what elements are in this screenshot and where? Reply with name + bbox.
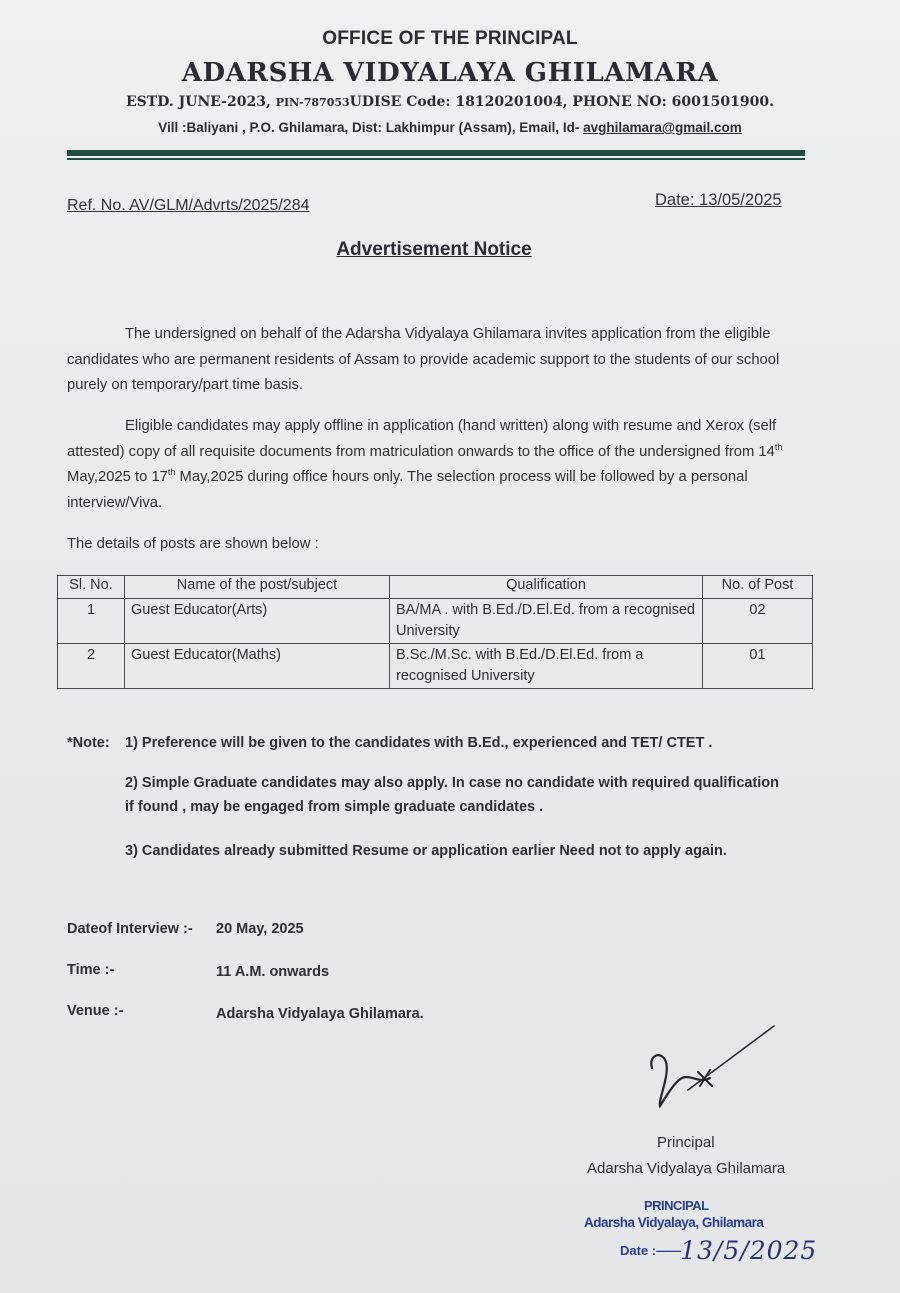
table-row — [58, 644, 813, 689]
para2-part-b: May,2025 to 17 — [67, 469, 168, 485]
stamp-date: Date :——13/5/2025 — [620, 1236, 818, 1265]
para2-part-a: Eligible candidates may apply offline in application (hand written) along with resume and Xerox (self attested) copy of all requisite documents from matriculation onwards to the office of the undersigned from 14 — [67, 418, 777, 460]
address-text: Vill :Baliyani , P.O. Ghilamara, Dist: Lakhimpur (Assam), Email, Id- — [158, 120, 584, 135]
stamp-title: PRINCIPAL — [644, 1198, 709, 1213]
notice-date: Date: 13/05/2025 — [655, 191, 782, 209]
row-sl: 1 — [58, 599, 125, 644]
interview-date-label: Dateof Interview :- — [67, 921, 193, 937]
details-intro: The details of posts are shown below : — [67, 536, 319, 552]
intro-paragraph: The undersigned on behalf of the Adarsha Vidyalaya Ghilamara invites application from the eligible candidates who are permanent residents of Assam to provide academic support to the students of our school purely on temporary/part time basis. — [67, 326, 780, 393]
office-heading: OFFICE OF THE PRINCIPAL — [322, 28, 578, 49]
interview-time-value: 11 A.M. onwards — [216, 964, 330, 980]
address-line — [0, 120, 900, 135]
stamp-date-label: Date : — [620, 1243, 657, 1258]
handwritten-signature — [640, 1020, 790, 1120]
stamp-school: Adarsha Vidyalaya, Ghilamara — [584, 1215, 764, 1230]
note-item: 2) Simple Graduate candidates may also apply. In case no candidate with required qualification if found , may be engaged from simple graduate candidates . — [125, 775, 780, 815]
udise-phone: UDISE Code: 18120201004, PHONE NO: 6001501900. — [349, 94, 774, 110]
table-header-row — [58, 576, 813, 599]
col-header-count: No. of Post — [703, 576, 813, 599]
estd-text: ESTD. JUNE-2023, — [126, 94, 276, 110]
row-sl: 2 — [58, 644, 125, 689]
signatory-designation: Principal — [657, 1134, 715, 1151]
interview-time-label: Time :- — [67, 962, 115, 978]
para2-sup-2: th — [167, 467, 176, 478]
stamp-date-handwritten: 13/5/2025 — [680, 1236, 818, 1265]
row-count: 02 — [703, 599, 813, 644]
interview-date-value: 20 May, 2025 — [216, 921, 304, 937]
notice-title: Advertisement Notice — [336, 239, 532, 260]
para2-part-c: May,2025 during office hours only. The selection process will be followed by a personal interview/Viva. — [67, 469, 748, 511]
row-post: Guest Educator(Maths) — [125, 644, 390, 689]
col-header-qualification: Qualification — [390, 576, 703, 599]
row-count: 01 — [703, 644, 813, 689]
row-post: Guest Educator(Arts) — [125, 599, 390, 644]
interview-venue-value: Adarsha Vidyalaya Ghilamara. — [216, 1006, 424, 1022]
eligibility-paragraph — [67, 414, 800, 516]
signatory-school: Adarsha Vidyalaya Ghilamara — [587, 1160, 786, 1177]
interview-venue-label: Venue :- — [67, 1003, 124, 1019]
posts-table — [57, 575, 813, 689]
row-qualification: BA/MA . with B.Ed./D.El.Ed. from a recognised University — [390, 599, 703, 644]
note-item: 3) Candidates already submitted Resume or application earlier Need not to apply again. — [125, 843, 727, 859]
header-divider-thin — [67, 158, 805, 160]
pin-code: PIN-787053 — [275, 96, 350, 109]
table-row — [58, 599, 813, 644]
note-item: 1) Preference will be given to the candidates with B.Ed., experienced and TET/ CTET . — [125, 735, 713, 751]
header-divider — [67, 150, 805, 156]
row-qualification: B.Sc./M.Sc. with B.Ed./D.El.Ed. from a recognised University — [390, 644, 703, 689]
email-link[interactable]: avghilamara@gmail.com — [583, 120, 742, 135]
school-name: ADARSHA VIDYALAYA GHILAMARA — [181, 58, 719, 88]
reference-number: Ref. No. AV/GLM/Advrts/2025/284 — [67, 197, 310, 214]
para2-sup-1: th — [774, 441, 783, 452]
col-header-post: Name of the post/subject — [125, 576, 390, 599]
establishment-line — [0, 94, 900, 110]
note-label: *Note: — [67, 735, 110, 751]
col-header-sl: Sl. No. — [58, 576, 125, 599]
